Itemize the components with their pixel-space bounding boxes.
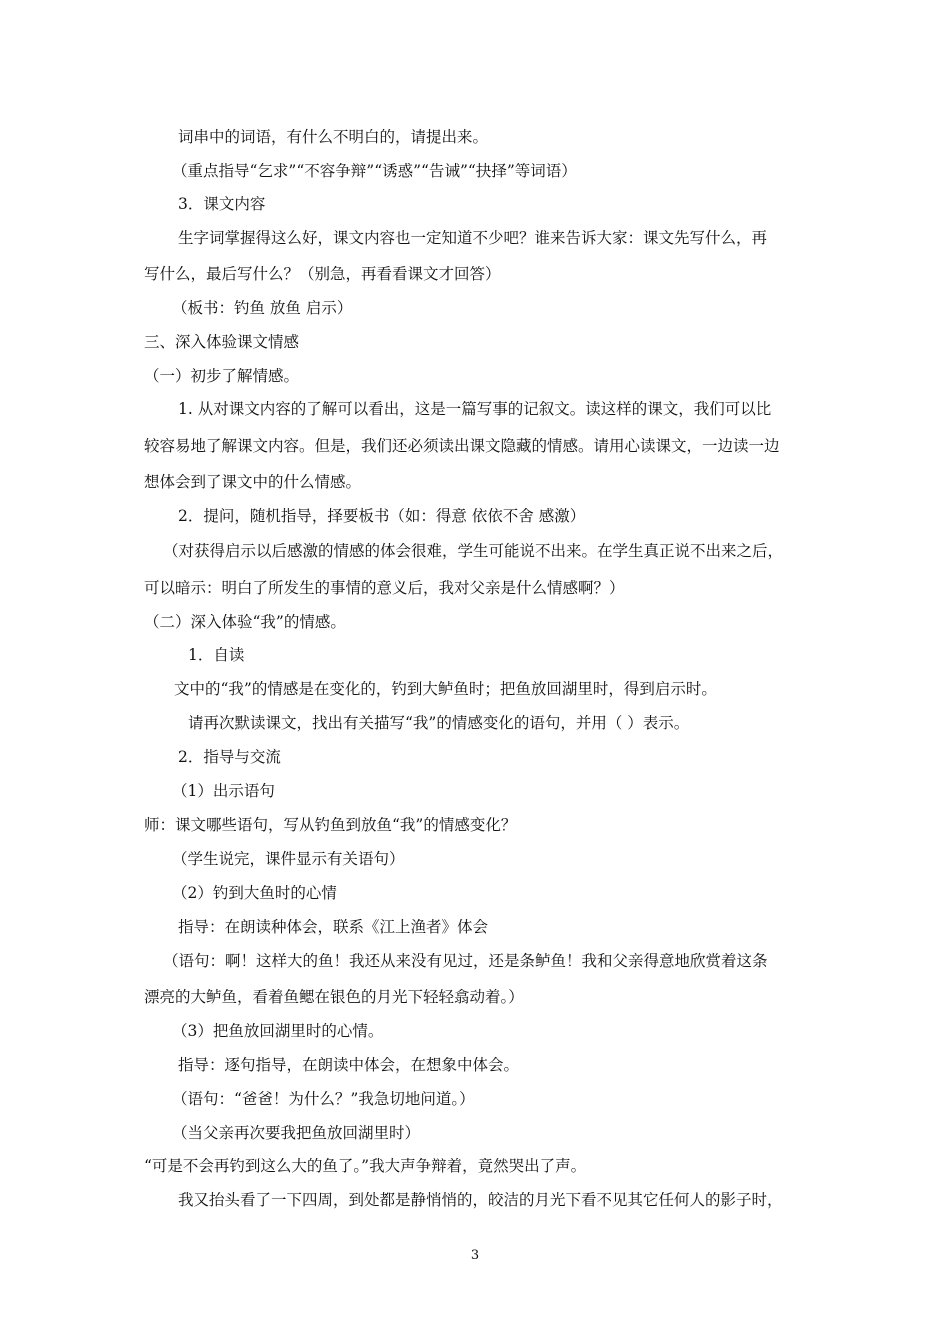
text-line: 2．提问，随机指导，择要板书（如：得意 依依不舍 感激） xyxy=(178,507,586,525)
text-line: （语句：啊！这样大的鱼！我还从来没有见过，还是条鲈鱼！我和父亲得意地欣赏着这条 xyxy=(163,952,768,970)
text-line: （2）钓到大鱼时的心情 xyxy=(172,884,337,902)
text-line: 文中的“我”的情感是在变化的，钓到大鲈鱼时；把鱼放回湖里时，得到启示时。 xyxy=(174,680,717,698)
text-line: （板书：钓鱼 放鱼 启示） xyxy=(172,299,353,317)
text-line: 指导：逐句指导，在朗读中体会，在想象中体会。 xyxy=(178,1056,520,1074)
text-line: （3）把鱼放回湖里时的心情。 xyxy=(172,1022,384,1040)
text-line: 较容易地了解课文内容。但是，我们还必须读出课文隐藏的情感。请用心读课文，一边读一边 xyxy=(144,437,780,455)
text-line: （当父亲再次要我把鱼放回湖里时） xyxy=(172,1124,421,1142)
text-line: 1．自读 xyxy=(188,646,245,664)
text-line: 指导：在朗读种体会，联系《江上渔者》体会 xyxy=(178,918,489,936)
text-line: 写什么，最后写什么？（别急，再看看课文才回答） xyxy=(144,265,501,283)
text-line: 词串中的词语，有什么不明白的，请提出来。 xyxy=(178,128,489,146)
text-line: （重点指导“乞求”“不容争辩”“诱惑”“告诫”“抉择”等词语） xyxy=(172,162,577,180)
text-line: 3．课文内容 xyxy=(178,195,266,213)
text-line: 我又抬头看了一下四周，到处都是静悄悄的，皎洁的月光下看不见其它任何人的影子时， xyxy=(178,1191,783,1209)
text-line: （语句：“爸爸！为什么？”我急切地问道。） xyxy=(172,1090,475,1108)
subsection-heading: （一）初步了解情感。 xyxy=(144,367,300,385)
text-line: 师：课文哪些语句，写从钓鱼到放鱼“我”的情感变化？ xyxy=(144,816,517,834)
text-line: 2．指导与交流 xyxy=(178,748,281,766)
section-heading: 三、深入体验课文情感 xyxy=(144,333,300,351)
text-line: （学生说完，课件显示有关语句） xyxy=(172,850,405,868)
text-line: 请再次默读课文，找出有关描写“我”的情感变化的语句，并用（ ）表示。 xyxy=(188,714,690,732)
text-line: （1）出示语句 xyxy=(172,782,275,800)
page-number: 3 xyxy=(470,1248,480,1263)
text-line: 想体会到了课文中的什么情感。 xyxy=(144,473,362,491)
text-line: （对获得启示以后感激的情感的体会很难，学生可能说不出来。在学生真正说不出来之后， xyxy=(163,542,784,560)
text-line: 漂亮的大鲈鱼，看着鱼鳃在银色的月光下轻轻翕动着。） xyxy=(144,988,524,1006)
text-line: 可以暗示：明白了所发生的事情的意义后，我对父亲是什么情感啊？） xyxy=(144,579,625,597)
subsection-heading: （二）深入体验“我”的情感。 xyxy=(144,613,346,631)
text-line: 生字词掌握得这么好，课文内容也一定知道不少吧？谁来告诉大家：课文先写什么，再 xyxy=(178,229,768,247)
text-line: “可是不会再钓到这么大的鱼了。”我大声争辩着，竟然哭出了声。 xyxy=(144,1157,587,1175)
text-line: 1. 从对课文内容的了解可以看出，这是一篇写事的记叙文。读这样的课文，我们可以比 xyxy=(178,400,772,418)
